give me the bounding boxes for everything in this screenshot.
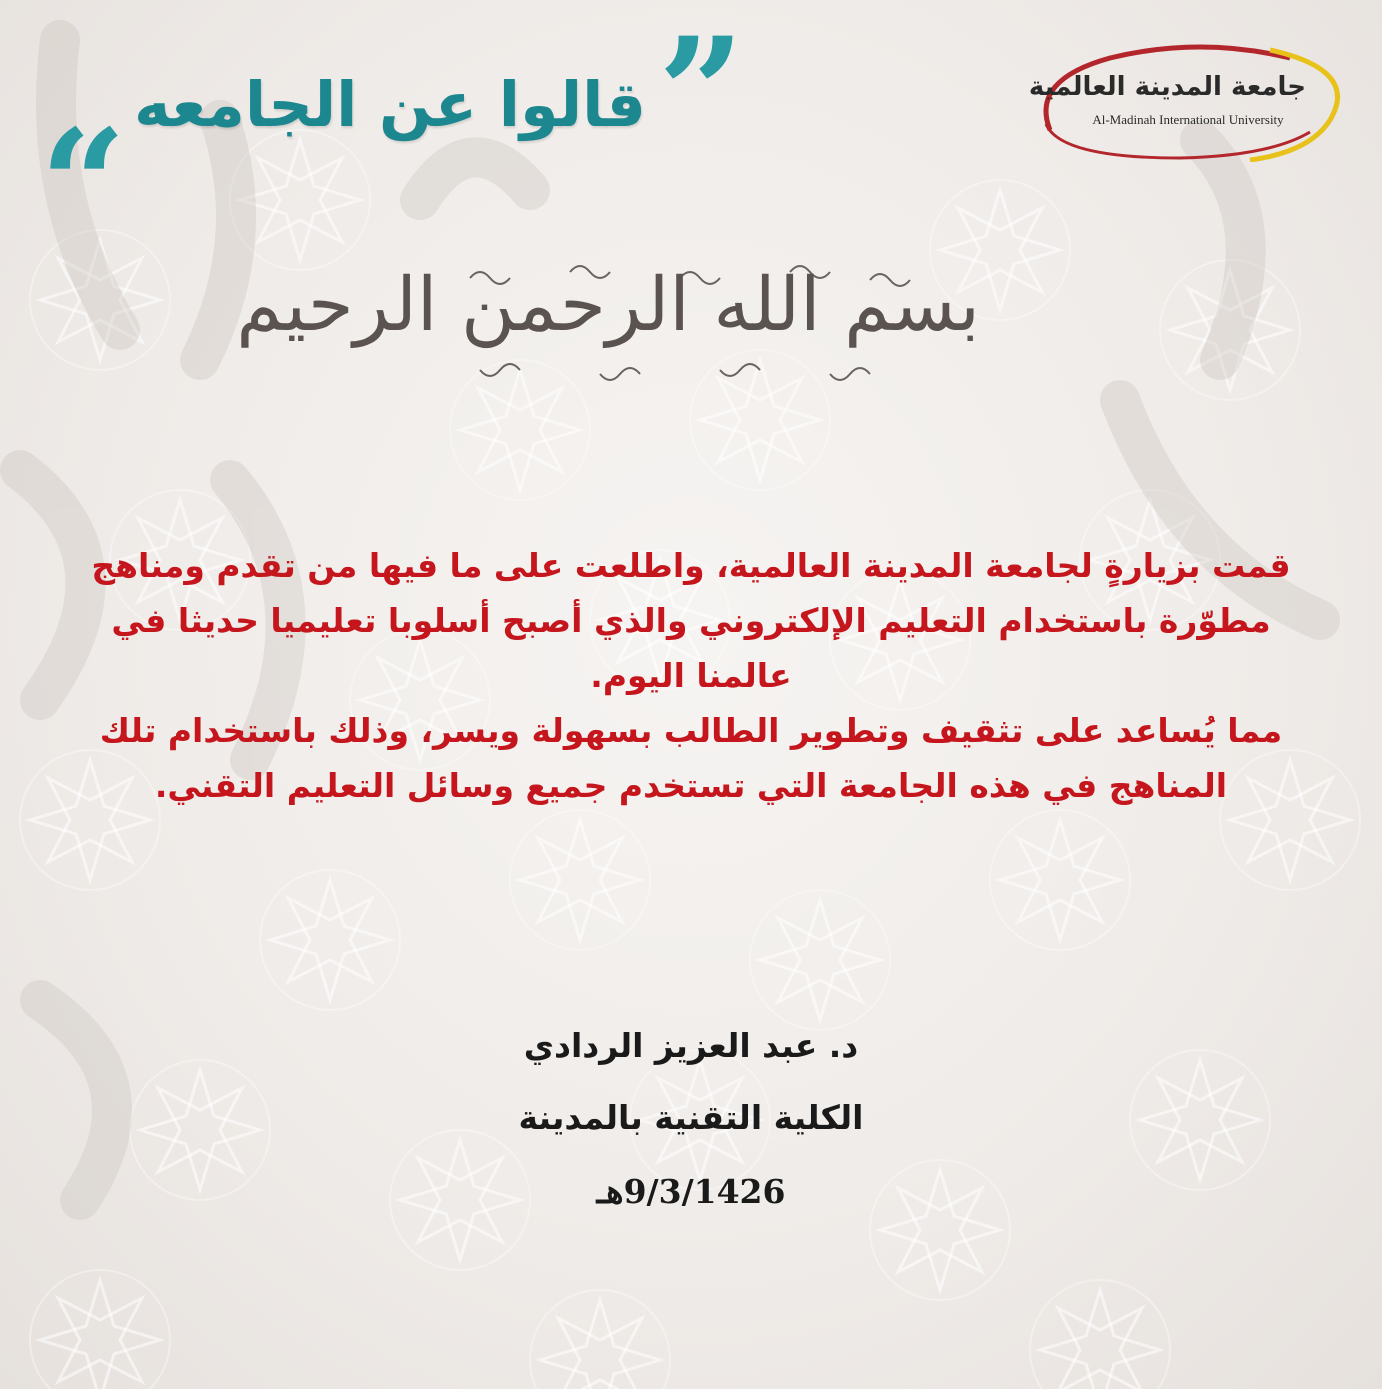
author-college: الكلية التقنية بالمدينة xyxy=(518,1098,864,1137)
testimonial-paragraph-1: قمت بزيارةٍ لجامعة المدينة العالمية، واطلعت على ما فيها من تقدم ومناهج مطوّرة باستخدام التعليم الإلكتروني والذي أصبح أسلوبا تعليميا حديثا في عالمنا اليوم. xyxy=(91,546,1291,695)
logo-english-name: Al-Madinah International University xyxy=(1092,112,1284,127)
university-logo xyxy=(1030,40,1342,162)
author-name: د. عبد العزيز الردادي xyxy=(523,1026,859,1065)
basmala: بسم الله الرحمن الرحيم xyxy=(236,262,980,348)
testimonial-paragraph-2: مما يُساعد على تثقيف وتطوير الطالب بسهولة ويسر، وذلك باستخدام تلك المناهج في هذه الجامعة التي تستخدم جميع وسائل التعليم التقني. xyxy=(99,711,1283,805)
page-title: قالوا عن الجامعه xyxy=(133,68,647,141)
testimonial-date: 9/3/1426هـ xyxy=(596,1172,786,1211)
testimonial-text xyxy=(70,538,1312,813)
open-quote-icon: ” xyxy=(658,5,745,181)
close-quote-icon: “ xyxy=(40,97,127,273)
logo-arabic-name: جامعة المدينة العالمية xyxy=(1028,72,1306,102)
